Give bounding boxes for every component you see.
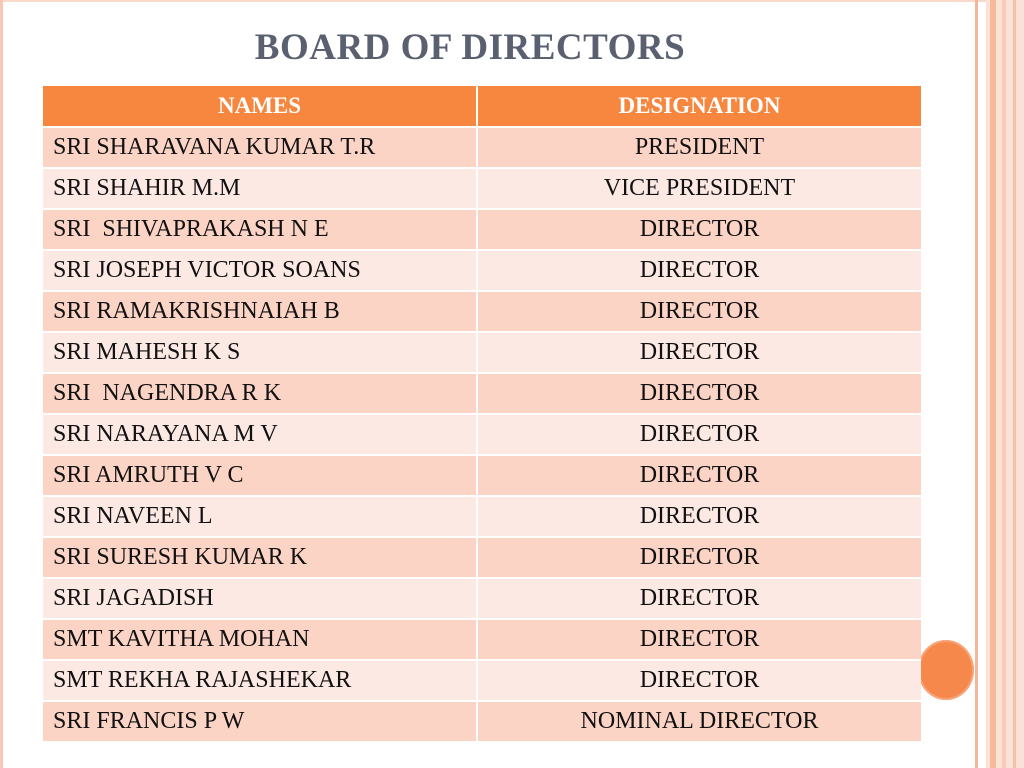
table-row bbox=[43, 701, 921, 741]
table-row bbox=[43, 455, 921, 496]
director-name-cell: SRI NARAYANA M V bbox=[43, 414, 477, 455]
designation-cell: DIRECTOR bbox=[477, 660, 921, 701]
director-name-cell: SRI JOSEPH VICTOR SOANS bbox=[43, 250, 477, 291]
table-row bbox=[43, 619, 921, 660]
director-name-cell: SRI SHIVAPRAKASH N E bbox=[43, 209, 477, 250]
designation-cell: DIRECTOR bbox=[477, 496, 921, 537]
table-row bbox=[43, 250, 921, 291]
table-row bbox=[43, 209, 921, 250]
director-name-cell: SRI AMRUTH V C bbox=[43, 455, 477, 496]
director-name-cell: SRI SURESH KUMAR K bbox=[43, 537, 477, 578]
slide-frame-top bbox=[0, 0, 1024, 2]
slide-frame-left bbox=[0, 0, 3, 768]
table-row bbox=[43, 414, 921, 455]
decorative-circle bbox=[918, 640, 974, 700]
director-name-cell: SRI MAHESH K S bbox=[43, 332, 477, 373]
slide-frame-right-line bbox=[975, 0, 978, 768]
designation-cell: DIRECTOR bbox=[477, 373, 921, 414]
table-row bbox=[43, 168, 921, 209]
table-row bbox=[43, 373, 921, 414]
designation-cell: DIRECTOR bbox=[477, 332, 921, 373]
column-header-names: NAMES bbox=[43, 86, 477, 127]
designation-cell: PRESIDENT bbox=[477, 127, 921, 168]
director-name-cell: SRI RAMAKRISHNAIAH B bbox=[43, 291, 477, 332]
directors-table bbox=[43, 86, 921, 741]
director-name-cell: SRI SHARAVANA KUMAR T.R bbox=[43, 127, 477, 168]
director-name-cell: SRI NAVEEN L bbox=[43, 496, 477, 537]
designation-cell: DIRECTOR bbox=[477, 619, 921, 660]
table-row bbox=[43, 332, 921, 373]
designation-cell: DIRECTOR bbox=[477, 291, 921, 332]
director-name-cell: SRI FRANCIS P W bbox=[43, 701, 477, 741]
designation-cell: DIRECTOR bbox=[477, 537, 921, 578]
table-row bbox=[43, 578, 921, 619]
director-name-cell: SRI JAGADISH bbox=[43, 578, 477, 619]
designation-cell: DIRECTOR bbox=[477, 414, 921, 455]
table-row bbox=[43, 660, 921, 701]
director-name-cell: SMT REKHA RAJASHEKAR bbox=[43, 660, 477, 701]
page-title: BOARD OF DIRECTORS bbox=[254, 27, 686, 68]
table-row bbox=[43, 537, 921, 578]
slide-frame-right-stripe bbox=[990, 0, 996, 768]
director-name-cell: SMT KAVITHA MOHAN bbox=[43, 619, 477, 660]
table-row bbox=[43, 127, 921, 168]
designation-cell: VICE PRESIDENT bbox=[477, 168, 921, 209]
table-row bbox=[43, 496, 921, 537]
designation-cell: NOMINAL DIRECTOR bbox=[477, 701, 921, 741]
designation-cell: DIRECTOR bbox=[477, 455, 921, 496]
designation-cell: DIRECTOR bbox=[477, 250, 921, 291]
director-name-cell: SRI SHAHIR M.M bbox=[43, 168, 477, 209]
designation-cell: DIRECTOR bbox=[477, 209, 921, 250]
designation-cell: DIRECTOR bbox=[477, 578, 921, 619]
slide-frame-right-stripe bbox=[1013, 0, 1016, 768]
slide-frame-right-stripe bbox=[1002, 0, 1006, 768]
column-header-designation: DESIGNATION bbox=[477, 86, 921, 127]
table-row bbox=[43, 291, 921, 332]
table-header-row bbox=[43, 86, 921, 127]
director-name-cell: SRI NAGENDRA R K bbox=[43, 373, 477, 414]
